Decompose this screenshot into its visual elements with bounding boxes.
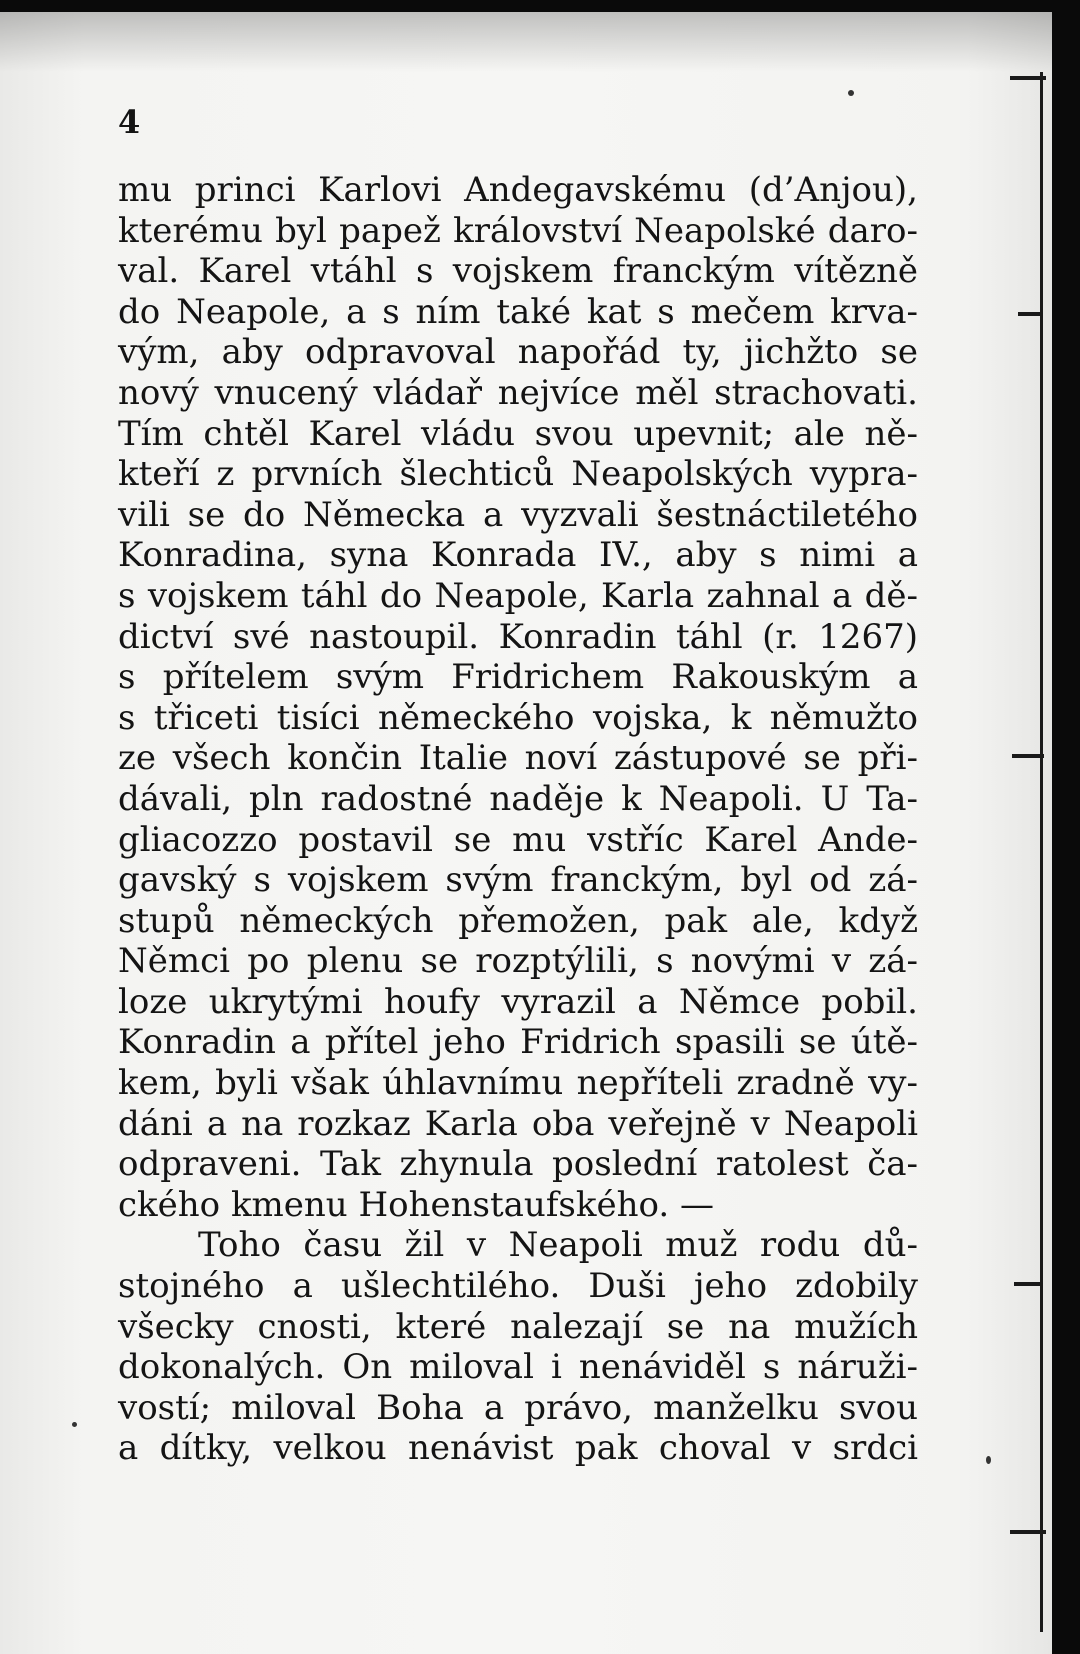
text-line: loze ukrytými houfy vyrazil a Němce pobil.: [118, 981, 918, 1022]
speck: [986, 1456, 991, 1464]
body-text: [118, 170, 918, 1469]
edge-mark: [1012, 754, 1044, 758]
text-line: Konradin a přítel jeho Fridrich spasili se útě-: [118, 1022, 918, 1063]
text-line: do Neapole, a s ním také kat s mečem krva-: [118, 291, 918, 332]
text-line: s třiceti tisíci německého vojska, k němužto: [118, 697, 918, 738]
text-line: kterému byl papež království Neapolské daro-: [118, 210, 918, 251]
speck: [848, 90, 854, 96]
text-line: nový vnucený vládař nejvíce měl strachovati.: [118, 372, 918, 413]
text-line: dictví své nastoupil. Konradin táhl (r. 1267): [118, 616, 918, 657]
speck: [72, 1422, 77, 1427]
page-shadow: [0, 12, 1052, 72]
text-line: Konradina, syna Konrada IV., aby s nimi a: [118, 535, 918, 576]
text-line: odpraveni. Tak zhynula poslední ratolest ča-: [118, 1144, 918, 1185]
text-line: Tím chtěl Karel vládu svou upevnit; ale ně-: [118, 413, 918, 454]
text-line: mu princi Karlovi Andegavskému (d’Anjou),: [118, 170, 918, 210]
text-line: s vojskem táhl do Neapole, Karla zahnal a dě-: [118, 575, 918, 616]
text-line: dáni a na rozkaz Karla oba veřejně v Neapoli: [118, 1103, 918, 1144]
text-line: gliacozzo postavil se mu vstříc Karel Ande-: [118, 819, 918, 860]
text-line: gavský s vojskem svým franckým, byl od zá-: [118, 860, 918, 901]
text-line: vostí; miloval Boha a právo, manželku svou: [118, 1387, 918, 1428]
text-line: ze všech končin Italie noví zástupové se při-: [118, 738, 918, 779]
page-edge: [1040, 72, 1043, 1632]
edge-mark: [1010, 1530, 1046, 1534]
text-line: s přítelem svým Fridrichem Rakouským a: [118, 657, 918, 698]
text-line: všecky cnosti, které nalezají se na mužích: [118, 1306, 918, 1347]
text-line: Němci po plenu se rozptýlili, s novými v zá-: [118, 941, 918, 982]
text-line: Toho času žil v Neapoli muž rodu dů-: [198, 1225, 918, 1266]
text-line: stojného a ušlechtilého. Duši jeho zdobily: [118, 1266, 918, 1307]
text-line: a dítky, velkou nenávist pak choval v srdci: [118, 1428, 918, 1469]
page-number: 4: [118, 103, 141, 141]
text-line: ckého kmenu Hohenstaufského. —: [118, 1184, 714, 1225]
book-page: [0, 12, 1052, 1654]
edge-mark: [1018, 312, 1040, 316]
text-line: vili se do Německa a vyzvali šestnáctiletého: [118, 494, 918, 535]
text-line: vým, aby odpravoval napořád ty, jichžto se: [118, 332, 918, 373]
text-line: dokonalých. On miloval i nenáviděl s náruži-: [118, 1347, 918, 1388]
text-line: dávali, pln radostné naděje k Neapoli. U Ta-: [118, 778, 918, 819]
edge-mark: [1010, 76, 1046, 80]
text-line: kteří z prvních šlechticů Neapolských vypra-: [118, 454, 918, 495]
edge-mark: [1014, 1282, 1042, 1286]
text-line: stupů německých přemožen, pak ale, když: [118, 900, 918, 941]
text-line: val. Karel vtáhl s vojskem franckým vítězně: [118, 251, 918, 292]
text-line: kem, byli však úhlavnímu nepříteli zradně vy-: [118, 1063, 918, 1104]
